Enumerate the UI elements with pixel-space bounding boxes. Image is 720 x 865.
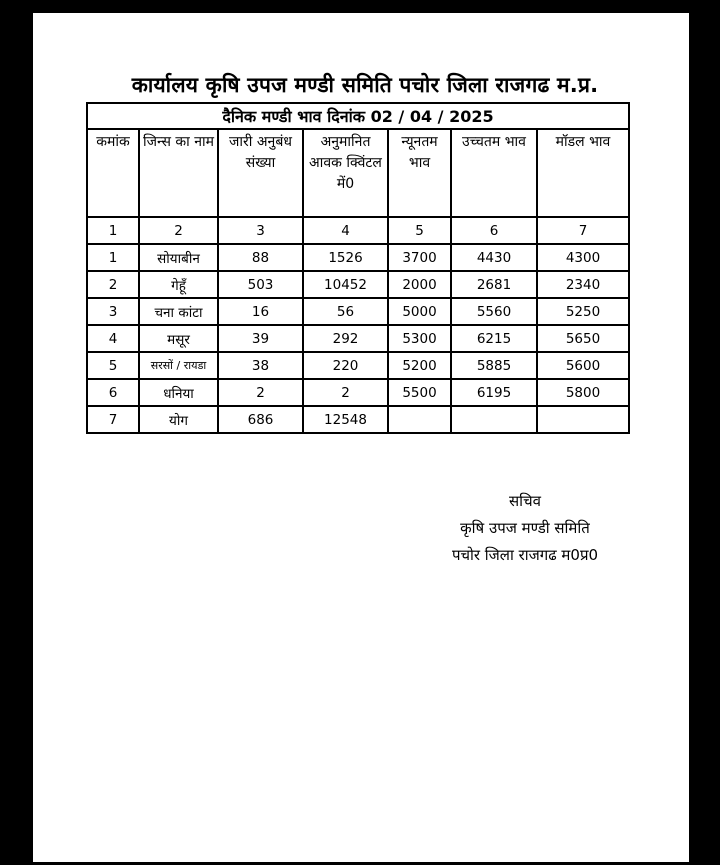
- serial-cell: 2: [87, 271, 139, 298]
- header-agreements: जारी अनुबंध संख्या: [218, 129, 303, 217]
- arrival-cell: 56: [303, 298, 388, 325]
- column-number: 7: [537, 217, 629, 244]
- serial-cell: 6: [87, 379, 139, 406]
- arrival-cell: 2: [303, 379, 388, 406]
- max-price-cell: 4430: [451, 244, 537, 271]
- commodity-cell: योग: [139, 406, 218, 433]
- signature-location: पचोर जिला राजगढ म0प्र0: [451, 546, 599, 564]
- max-price-cell: 6215: [451, 325, 537, 352]
- commodity-cell: गेहूँ: [139, 271, 218, 298]
- max-price-cell: [451, 406, 537, 433]
- commodity-cell: धनिया: [139, 379, 218, 406]
- commodity-cell: सरसों / रायडा: [139, 352, 218, 379]
- table-row: [87, 244, 629, 271]
- model-price-cell: 2340: [537, 271, 629, 298]
- signature-organization: कृषि उपज मण्डी समिति: [460, 519, 590, 537]
- table-row: [87, 352, 629, 379]
- max-price-cell: 2681: [451, 271, 537, 298]
- agreements-cell: 88: [218, 244, 303, 271]
- agreements-cell: 503: [218, 271, 303, 298]
- table-row: [87, 325, 629, 352]
- model-price-cell: 4300: [537, 244, 629, 271]
- header-arrival: अनुमानित आवक क्विंटल में0: [303, 129, 388, 217]
- document-page: [33, 13, 689, 862]
- min-price-cell: 3700: [388, 244, 451, 271]
- column-number: 5: [388, 217, 451, 244]
- min-price-cell: [388, 406, 451, 433]
- max-price-cell: 5560: [451, 298, 537, 325]
- serial-cell: 3: [87, 298, 139, 325]
- arrival-cell: 1526: [303, 244, 388, 271]
- column-number: 6: [451, 217, 537, 244]
- serial-cell: 5: [87, 352, 139, 379]
- serial-cell: 1: [87, 244, 139, 271]
- model-price-cell: 5600: [537, 352, 629, 379]
- signature-block: [405, 488, 645, 569]
- header-min-price: न्यूनतम भाव: [388, 129, 451, 217]
- column-number: 4: [303, 217, 388, 244]
- table-row: [87, 379, 629, 406]
- agreements-cell: 686: [218, 406, 303, 433]
- max-price-cell: 6195: [451, 379, 537, 406]
- total-row: [87, 406, 629, 433]
- arrival-cell: 10452: [303, 271, 388, 298]
- commodity-cell: चना कांटा: [139, 298, 218, 325]
- header-model-price: मॉडल भाव: [537, 129, 629, 217]
- table-row: [87, 298, 629, 325]
- arrival-cell: 12548: [303, 406, 388, 433]
- model-price-cell: [537, 406, 629, 433]
- table-row: [87, 271, 629, 298]
- office-title: कार्यालय कृषि उपज मण्डी समिति पचोर जिला राजगढ म.प्र.: [131, 73, 599, 97]
- arrival-cell: 292: [303, 325, 388, 352]
- serial-cell: 4: [87, 325, 139, 352]
- column-number: 1: [87, 217, 139, 244]
- arrival-cell: 220: [303, 352, 388, 379]
- header-max-price: उच्चतम भाव: [451, 129, 537, 217]
- max-price-cell: 5885: [451, 352, 537, 379]
- agreements-cell: 38: [218, 352, 303, 379]
- agreements-cell: 39: [218, 325, 303, 352]
- min-price-cell: 5300: [388, 325, 451, 352]
- agreements-cell: 2: [218, 379, 303, 406]
- table-caption: दैनिक मण्डी भाव दिनांक 02 / 04 / 2025: [87, 103, 629, 129]
- agreements-cell: 16: [218, 298, 303, 325]
- min-price-cell: 2000: [388, 271, 451, 298]
- header-serial: कमांक: [87, 129, 139, 217]
- model-price-cell: 5250: [537, 298, 629, 325]
- column-number: 2: [139, 217, 218, 244]
- min-price-cell: 5500: [388, 379, 451, 406]
- header-commodity: जिन्स का नाम: [139, 129, 218, 217]
- model-price-cell: 5800: [537, 379, 629, 406]
- mandi-rate-table: [86, 102, 630, 434]
- serial-cell: 7: [87, 406, 139, 433]
- min-price-cell: 5200: [388, 352, 451, 379]
- model-price-cell: 5650: [537, 325, 629, 352]
- commodity-cell: मसूर: [139, 325, 218, 352]
- signature-designation: सचिव: [509, 492, 541, 510]
- min-price-cell: 5000: [388, 298, 451, 325]
- column-number: 3: [218, 217, 303, 244]
- commodity-cell: सोयाबीन: [139, 244, 218, 271]
